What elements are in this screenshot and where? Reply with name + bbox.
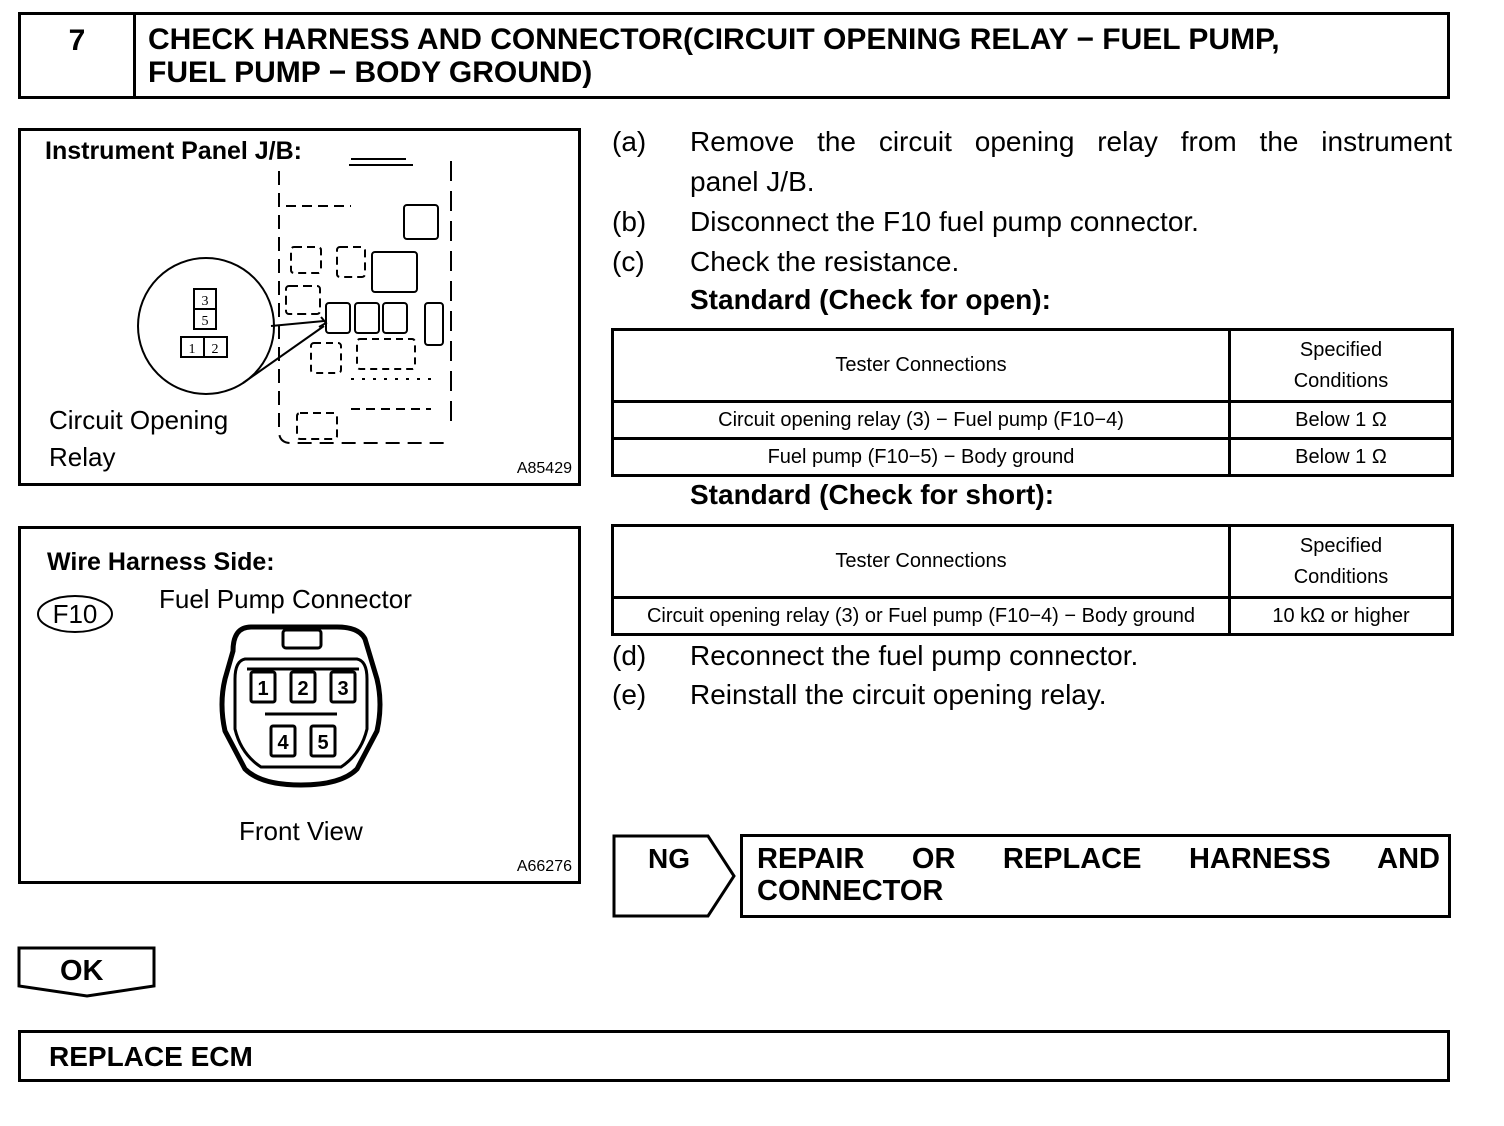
step-c-text: Check the resistance. — [690, 246, 960, 277]
step-d — [612, 636, 1452, 676]
connector-pin-1: 1 — [257, 678, 269, 700]
figure-label: Instrument Panel J/B: — [45, 137, 302, 165]
step-a-line2: panel J/B. — [690, 166, 815, 197]
step-a-line1: Remove the circuit opening relay from the instrument — [690, 126, 1452, 157]
step-e-text: Reinstall the circuit opening relay. — [690, 679, 1107, 710]
relay-pin-1: 1 — [188, 342, 196, 357]
relay-pin-3: 3 — [201, 294, 209, 309]
ng-label: NG — [648, 843, 690, 874]
header-line: Specified — [1299, 534, 1383, 557]
standard-open-heading: Standard (Check for open): — [690, 284, 1051, 315]
condition-cell: Below 1 Ω — [1230, 402, 1453, 439]
step-b — [612, 202, 1452, 242]
junction-block-figure — [18, 128, 581, 486]
connection-cell: Fuel pump (F10−5) − Body ground — [613, 439, 1230, 476]
final-action-box — [18, 1030, 1450, 1082]
header-line: Conditions — [1293, 369, 1389, 392]
step-e-label: (e) — [612, 679, 647, 710]
table-row — [613, 402, 1453, 439]
connection-cell: Circuit opening relay (3) − Fuel pump (F10−4) — [613, 402, 1230, 439]
relay-pin-5: 5 — [201, 314, 209, 329]
connector-figure — [18, 526, 581, 884]
figure-code: A66276 — [516, 858, 572, 875]
column-header-specified-conditions — [1230, 330, 1453, 402]
step-a — [612, 122, 1452, 202]
ng-action-line2: CONNECTOR — [757, 875, 944, 907]
standard-open-table — [611, 328, 1454, 477]
ng-action-box — [740, 834, 1451, 918]
table-row — [613, 598, 1453, 635]
relay-callout — [49, 402, 228, 476]
view-label: Front View — [239, 816, 363, 846]
standard-short-heading: Standard (Check for short): — [690, 479, 1055, 510]
connector-pin-2: 2 — [297, 678, 309, 700]
connector-name: Fuel Pump Connector — [159, 584, 412, 614]
condition-cell: 10 kΩ or higher — [1230, 598, 1453, 635]
step-header — [18, 12, 1450, 99]
connection-cell: Circuit opening relay (3) or Fuel pump (F10−4) − Body ground — [613, 598, 1230, 635]
step-c — [612, 242, 1452, 282]
column-header-tester-connections: Tester Connections — [613, 526, 1230, 598]
connector-pin-3: 3 — [337, 678, 349, 700]
relay-callout-line1: Circuit Opening — [49, 405, 229, 435]
ng-action-text — [757, 843, 1440, 907]
step-e — [612, 675, 1452, 715]
step-title-line2: FUEL PUMP − BODY GROUND) — [148, 56, 593, 89]
step-number: 7 — [21, 15, 136, 96]
connector-pin-5: 5 — [317, 732, 329, 754]
relay-callout-line2: Relay — [49, 442, 116, 472]
step-title — [148, 23, 1407, 89]
step-d-text: Reconnect the fuel pump connector. — [690, 640, 1139, 671]
step-c-label: (c) — [612, 246, 645, 277]
connector-pin-4: 4 — [277, 732, 289, 754]
header-line: Conditions — [1293, 565, 1389, 588]
step-b-text: Disconnect the F10 fuel pump connector. — [690, 206, 1199, 237]
ok-label: OK — [60, 955, 104, 987]
figure-code: A85429 — [516, 460, 572, 477]
table-row — [613, 439, 1453, 476]
standard-short-table — [611, 524, 1454, 636]
step-d-label: (d) — [612, 640, 647, 671]
relay-pin-2: 2 — [211, 342, 219, 357]
final-action-text: REPLACE ECM — [49, 1041, 253, 1072]
header-line: Specified — [1299, 338, 1383, 361]
table-header-row — [613, 526, 1453, 598]
step-title-line1: CHECK HARNESS AND CONNECTOR(CIRCUIT OPENING RELAY − FUEL PUMP, — [148, 23, 1280, 56]
step-a-label: (a) — [612, 126, 647, 157]
connector-id: F10 — [52, 599, 98, 629]
column-header-tester-connections: Tester Connections — [613, 330, 1230, 402]
figure-label: Wire Harness Side: — [47, 548, 275, 576]
step-b-label: (b) — [612, 206, 647, 237]
column-header-specified-conditions — [1230, 526, 1453, 598]
ng-action-line1: REPAIR OR REPLACE HARNESS AND — [757, 843, 1440, 875]
table-header-row — [613, 330, 1453, 402]
condition-cell: Below 1 Ω — [1230, 439, 1453, 476]
